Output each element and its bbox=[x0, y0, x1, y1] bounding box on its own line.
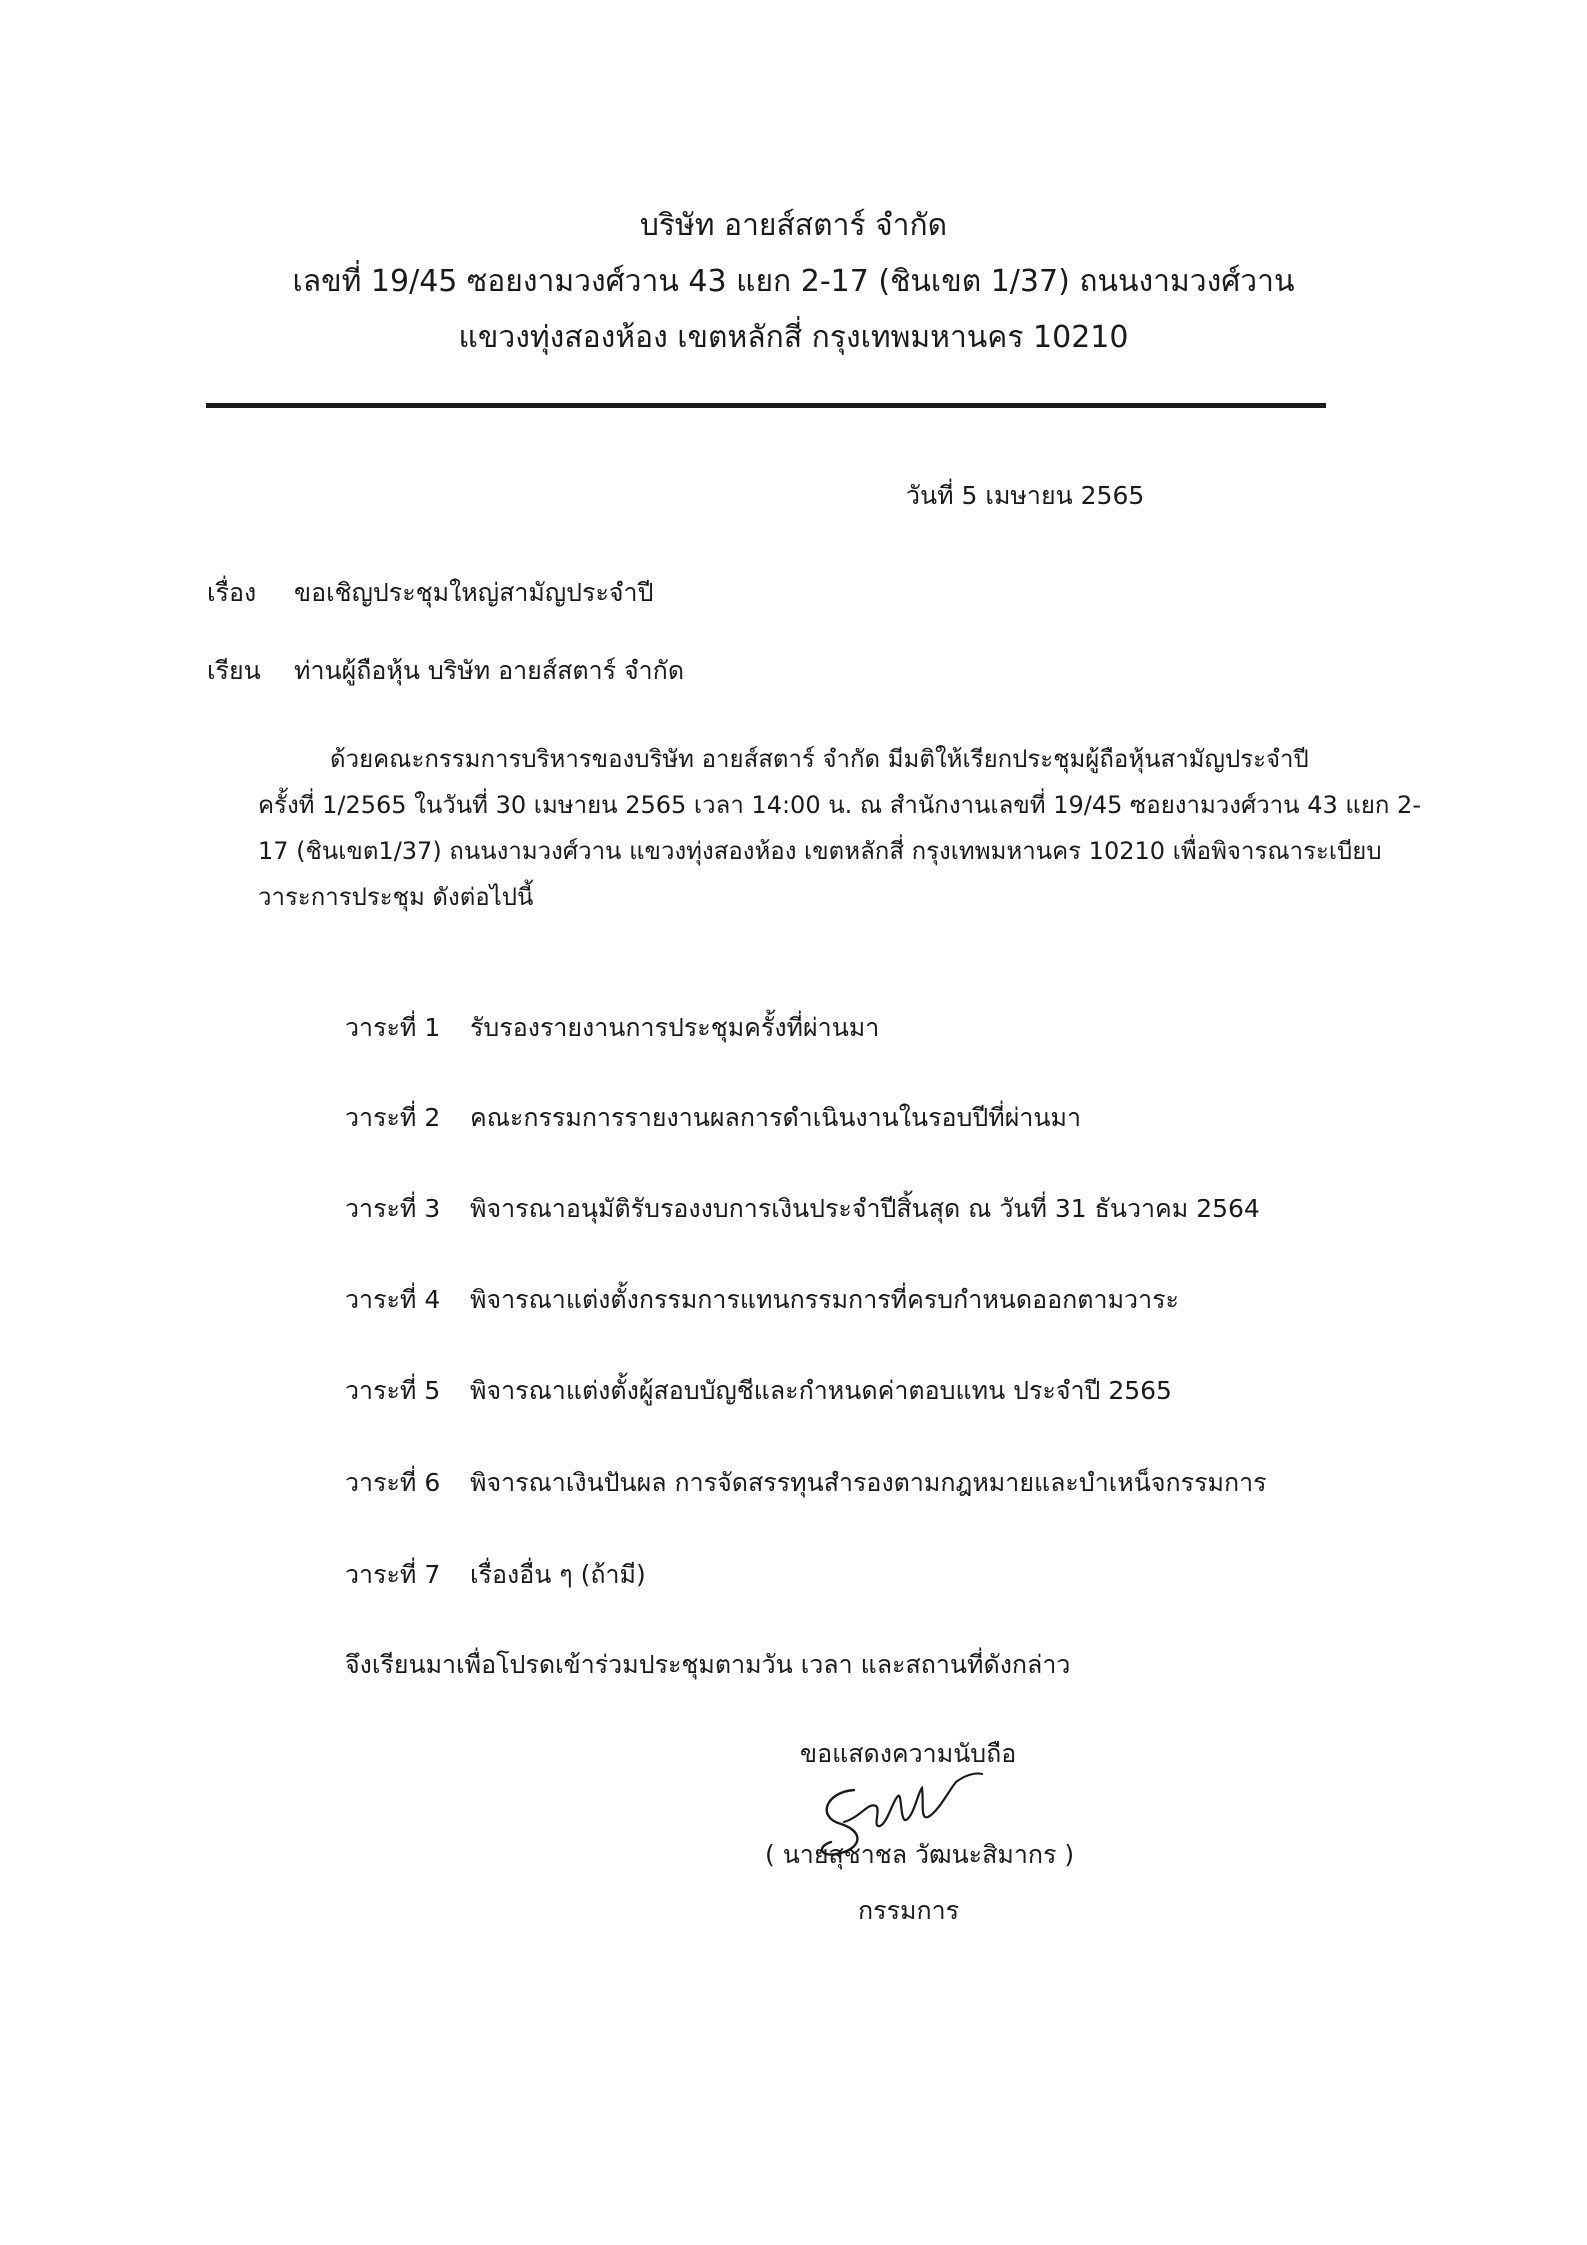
address-line-1: เลขที่ 19/45 ซอยงามวงศ์วาน 43 แยก 2-17 (ชินเขต 1/37) ถนนงามวงศ์วาน bbox=[292, 264, 1295, 299]
agenda-item-1-text: รับรองรายงานการประชุมครั้งที่ผ่านมา bbox=[470, 1013, 880, 1042]
closing-statement: จึงเรียนมาเพื่อโปรดเข้าร่วมประชุมตามวัน เวลา และสถานที่ดังกล่าว bbox=[345, 1650, 1071, 1679]
agenda-item-4-number: วาระที่ 4 bbox=[345, 1285, 441, 1314]
regards-text: ขอแสดงความนับถือ bbox=[800, 1739, 1017, 1768]
body-line-2: ครั้งที่ 1/2565 ในวันที่ 30 เมษายน 2565 เวลา 14:00 น. ณ สำนักงานเลขที่ 19/45 ซอยงามวงศ์วาน 43 แยก 2- bbox=[258, 791, 1421, 819]
agenda-item-5-text: พิจารณาแต่งตั้งผู้สอบบัญชีและกำหนดค่าตอบแทน ประจำปี 2565 bbox=[470, 1376, 1172, 1405]
recipient-text: ท่านผู้ถือหุ้น บริษัท อายส์สตาร์ จำกัด bbox=[294, 656, 685, 685]
company-name: บริษัท อายส์สตาร์ จำกัด bbox=[639, 208, 948, 243]
address-line-2: แขวงทุ่งสองห้อง เขตหลักสี่ กรุงเทพมหานคร 10210 bbox=[458, 320, 1129, 355]
body-line-3: 17 (ชินเขต1/37) ถนนงามวงศ์วาน แขวงทุ่งสองห้อง เขตหลักสี่ กรุงเทพมหานคร 10210 เพื่อพิจารณาระเบียบ bbox=[258, 837, 1382, 865]
letter-date: วันที่ 5 เมษายน 2565 bbox=[906, 481, 1145, 510]
agenda-item-5-number: วาระที่ 5 bbox=[345, 1376, 441, 1405]
body-line-4: วาระการประชุม ดังต่อไปนี้ bbox=[258, 883, 534, 911]
agenda-item-2-number: วาระที่ 2 bbox=[345, 1103, 441, 1132]
subject-text: ขอเชิญประชุมใหญ่สามัญประจำปี bbox=[294, 578, 654, 607]
agenda-item-1-number: วาระที่ 1 bbox=[345, 1013, 441, 1042]
subject-label: เรื่อง bbox=[207, 578, 257, 607]
agenda-item-7-text: เรื่องอื่น ๆ (ถ้ามี) bbox=[470, 1560, 646, 1589]
agenda-item-3-number: วาระที่ 3 bbox=[345, 1194, 441, 1223]
signatory-name: ( นายสุชาชล วัฒนะสิมากร ) bbox=[765, 1840, 1075, 1869]
body-line-1: ด้วยคณะกรรมการบริหารของบริษัท อายส์สตาร์ จำกัด มีมติให้เรียกประชุมผู้ถือหุ้นสามัญประจำปี bbox=[330, 745, 1309, 773]
agenda-item-2-text: คณะกรรมการรายงานผลการดำเนินงานในรอบปีที่ผ่านมา bbox=[470, 1103, 1082, 1132]
signatory-position: กรรมการ bbox=[858, 1896, 960, 1925]
header-divider bbox=[206, 403, 1326, 408]
agenda-item-6-text: พิจารณาเงินปันผล การจัดสรรทุนสำรองตามกฎหมายและบำเหน็จกรรมการ bbox=[470, 1468, 1267, 1497]
agenda-item-3-text: พิจารณาอนุมัติรับรองงบการเงินประจำปีสิ้นสุด ณ วันที่ 31 ธันวาคม 2564 bbox=[470, 1194, 1260, 1223]
agenda-item-6-number: วาระที่ 6 bbox=[345, 1468, 441, 1497]
agenda-item-4-text: พิจารณาแต่งตั้งกรรมการแทนกรรมการที่ครบกำหนดออกตามวาระ bbox=[470, 1285, 1179, 1314]
recipient-label: เรียน bbox=[207, 656, 261, 685]
agenda-item-7-number: วาระที่ 7 bbox=[345, 1560, 441, 1589]
